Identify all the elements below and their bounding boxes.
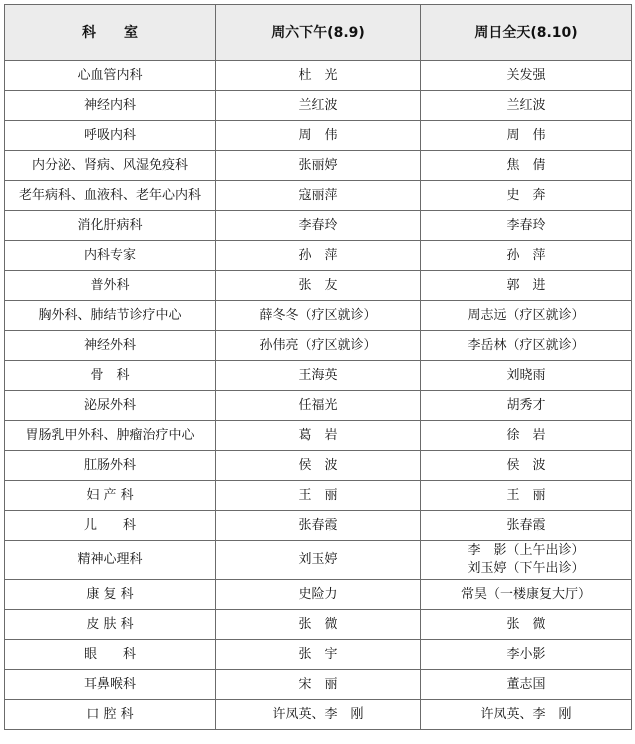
table-row: [5, 241, 632, 271]
department-cell: 胸外科、肺结节诊疗中心: [5, 301, 216, 331]
header-saturday: 周六下午(8.9): [216, 5, 421, 61]
sunday-doctor-cell: 侯 波: [421, 451, 632, 481]
department-cell: 消化肝病科: [5, 211, 216, 241]
table-row: [5, 121, 632, 151]
saturday-doctor-cell: 张 友: [216, 271, 421, 301]
saturday-doctor-cell: 葛 岩: [216, 421, 421, 451]
department-cell: 老年病科、血液科、老年心内科: [5, 181, 216, 211]
sunday-doctor-cell: 常昊（一楼康复大厅）: [421, 580, 632, 610]
table-row: [5, 331, 632, 361]
saturday-doctor-cell: 张丽婷: [216, 151, 421, 181]
department-cell: 肛肠外科: [5, 451, 216, 481]
saturday-doctor-cell: 宋 丽: [216, 670, 421, 700]
table-row: [5, 511, 632, 541]
table-row: [5, 91, 632, 121]
sunday-doctor-cell: 郭 进: [421, 271, 632, 301]
table-row: [5, 271, 632, 301]
department-cell: 耳鼻喉科: [5, 670, 216, 700]
sunday-doctor-cell: 关发强: [421, 61, 632, 91]
saturday-doctor-cell: 孙 萍: [216, 241, 421, 271]
department-cell: 胃肠乳甲外科、肿瘤治疗中心: [5, 421, 216, 451]
saturday-doctor-cell: 兰红波: [216, 91, 421, 121]
table-row: [5, 541, 632, 580]
saturday-doctor-cell: 寇丽萍: [216, 181, 421, 211]
header-department: 科 室: [5, 5, 216, 61]
table-row: [5, 580, 632, 610]
saturday-doctor-cell: 史险力: [216, 580, 421, 610]
table-row: [5, 451, 632, 481]
sunday-doctor-cell: 徐 岩: [421, 421, 632, 451]
sunday-doctor-cell: [421, 541, 632, 580]
saturday-doctor-cell: 张 宇: [216, 640, 421, 670]
duty-schedule-table: [4, 4, 632, 730]
saturday-doctor-cell: 薛冬冬（疗区就诊）: [216, 301, 421, 331]
saturday-doctor-cell: 周 伟: [216, 121, 421, 151]
saturday-doctor-cell: 刘玉婷: [216, 541, 421, 580]
saturday-doctor-cell: 杜 光: [216, 61, 421, 91]
department-cell: 儿 科: [5, 511, 216, 541]
table-row: [5, 361, 632, 391]
sunday-doctor-cell: 王 丽: [421, 481, 632, 511]
table-row: [5, 610, 632, 640]
sunday-doctor-cell: 李岳林（疗区就诊）: [421, 331, 632, 361]
sunday-doctor-cell: 李春玲: [421, 211, 632, 241]
department-cell: 康 复 科: [5, 580, 216, 610]
sunday-doctor-cell: 周志远（疗区就诊）: [421, 301, 632, 331]
department-cell: 妇 产 科: [5, 481, 216, 511]
department-cell: 普外科: [5, 271, 216, 301]
saturday-doctor-cell: 王 丽: [216, 481, 421, 511]
saturday-doctor-cell: 任福光: [216, 391, 421, 421]
table-row: [5, 151, 632, 181]
table-row: [5, 61, 632, 91]
table-row: [5, 301, 632, 331]
saturday-doctor-cell: 王海英: [216, 361, 421, 391]
table-row: [5, 700, 632, 730]
sunday-doctor-cell: 史 奔: [421, 181, 632, 211]
saturday-doctor-cell: 侯 波: [216, 451, 421, 481]
sunday-doctor-cell: 周 伟: [421, 121, 632, 151]
header-sunday: 周日全天(8.10): [421, 5, 632, 61]
sunday-morning-doctor: 李 影（上午出诊）: [467, 543, 585, 558]
sunday-doctor-cell: 焦 倩: [421, 151, 632, 181]
sunday-doctor-cell: 董志国: [421, 670, 632, 700]
department-cell: 眼 科: [5, 640, 216, 670]
sunday-afternoon-doctor: 刘玉婷（下午出诊）: [467, 561, 585, 576]
sunday-doctor-cell: 张 微: [421, 610, 632, 640]
saturday-doctor-cell: 许凤英、李 刚: [216, 700, 421, 730]
department-cell: 神经内科: [5, 91, 216, 121]
sunday-doctor-cell: 许凤英、李 刚: [421, 700, 632, 730]
department-cell: 内科专家: [5, 241, 216, 271]
department-cell: 神经外科: [5, 331, 216, 361]
department-cell: 皮 肤 科: [5, 610, 216, 640]
sunday-doctor-cell: 刘晓雨: [421, 361, 632, 391]
saturday-doctor-cell: 张 微: [216, 610, 421, 640]
department-cell: 泌尿外科: [5, 391, 216, 421]
saturday-doctor-cell: 张春霞: [216, 511, 421, 541]
table-row: [5, 481, 632, 511]
department-cell: 口 腔 科: [5, 700, 216, 730]
department-cell: 呼吸内科: [5, 121, 216, 151]
table-row: [5, 670, 632, 700]
header-row: [5, 5, 632, 61]
sunday-doctor-cell: 胡秀才: [421, 391, 632, 421]
department-cell: 心血管内科: [5, 61, 216, 91]
table-row: [5, 211, 632, 241]
saturday-doctor-cell: 李春玲: [216, 211, 421, 241]
sunday-doctor-cell: 孙 萍: [421, 241, 632, 271]
department-cell: 内分泌、肾病、风湿免疫科: [5, 151, 216, 181]
table-row: [5, 181, 632, 211]
sunday-doctor-cell: 张春霞: [421, 511, 632, 541]
department-cell: 骨 科: [5, 361, 216, 391]
sunday-doctor-cell: 李小影: [421, 640, 632, 670]
table-row: [5, 421, 632, 451]
sunday-doctor-cell: 兰红波: [421, 91, 632, 121]
table-row: [5, 391, 632, 421]
saturday-doctor-cell: 孙伟亮（疗区就诊）: [216, 331, 421, 361]
department-cell: 精神心理科: [5, 541, 216, 580]
table-row: [5, 640, 632, 670]
